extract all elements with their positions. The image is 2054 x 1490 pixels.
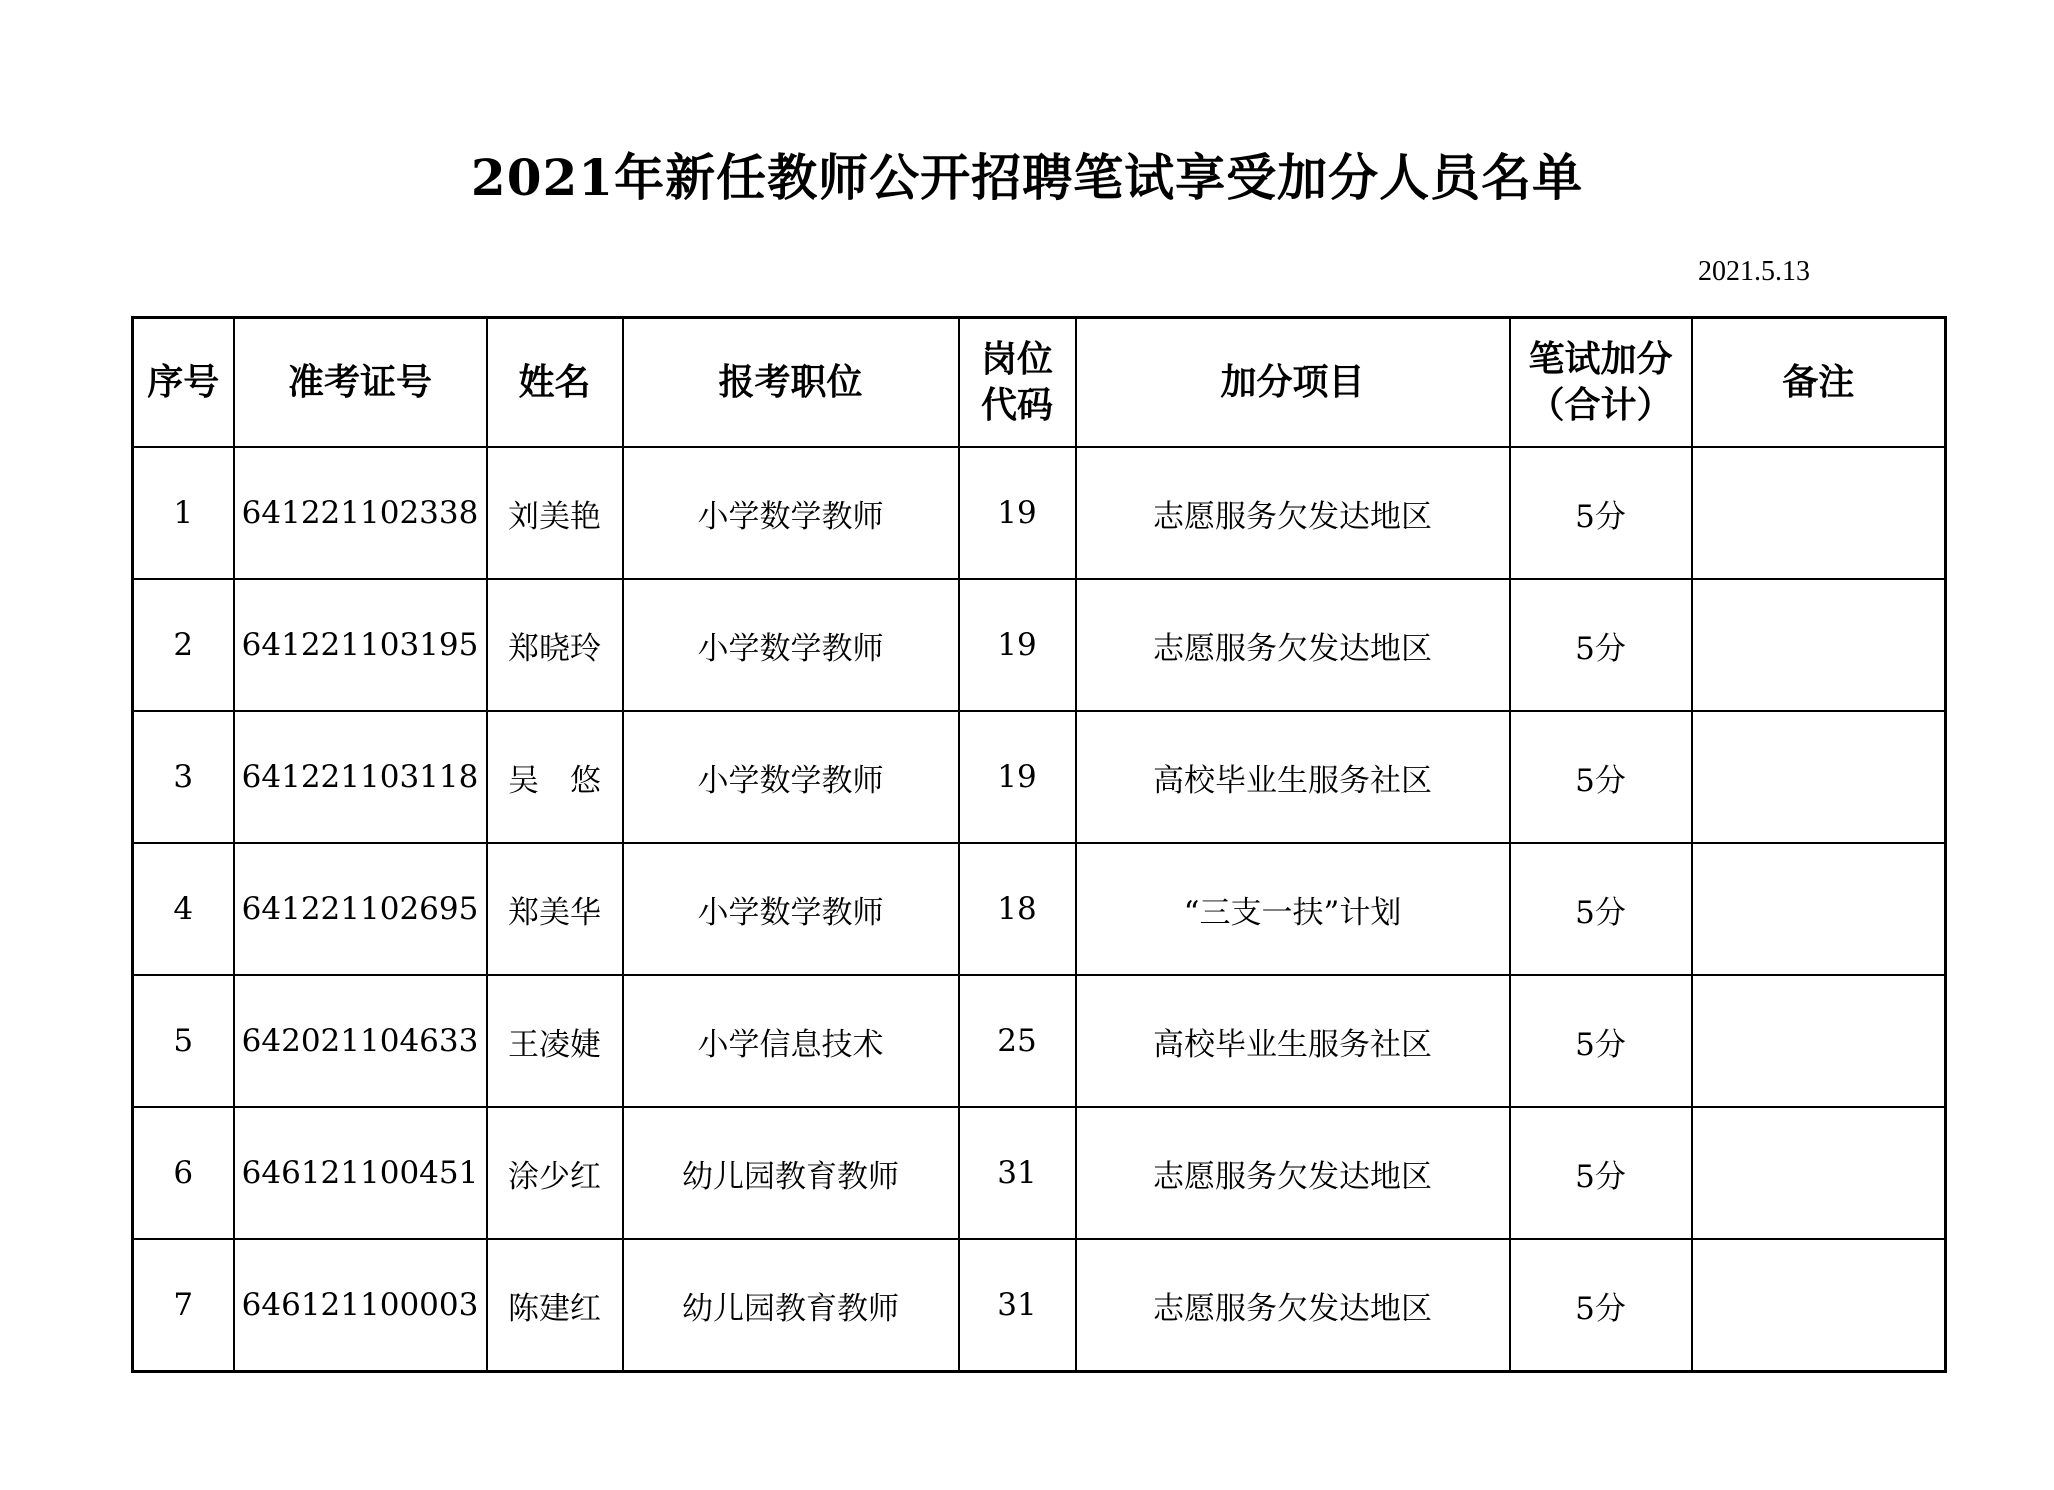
cell-bonus-item: 高校毕业生服务社区 <box>1076 711 1510 843</box>
cell-exam-id: 642021104633 <box>234 975 487 1107</box>
cell-bonus-item: 志愿服务欠发达地区 <box>1076 1239 1510 1372</box>
cell-post-code: 19 <box>959 447 1076 579</box>
cell-bonus-item: 志愿服务欠发达地区 <box>1076 579 1510 711</box>
header-exam-id: 准考证号 <box>234 318 487 448</box>
cell-remarks <box>1692 1107 1946 1239</box>
table-row <box>133 711 1946 843</box>
cell-exam-id: 641221103195 <box>234 579 487 711</box>
cell-position: 幼儿园教育教师 <box>623 1239 959 1372</box>
cell-remarks <box>1692 975 1946 1107</box>
cell-post-code: 18 <box>959 843 1076 975</box>
header-remarks: 备注 <box>1692 318 1946 448</box>
cell-bonus-item: “三支一扶”计划 <box>1076 843 1510 975</box>
cell-remarks <box>1692 711 1946 843</box>
cell-score: 5分 <box>1510 1107 1692 1239</box>
cell-seq: 1 <box>133 447 234 579</box>
cell-name: 王凌婕 <box>487 975 623 1107</box>
cell-remarks <box>1692 1239 1946 1372</box>
cell-name: 陈建红 <box>487 1239 623 1372</box>
cell-post-code: 25 <box>959 975 1076 1107</box>
table-row <box>133 843 1946 975</box>
cell-remarks <box>1692 447 1946 579</box>
cell-seq: 5 <box>133 975 234 1107</box>
cell-score: 5分 <box>1510 711 1692 843</box>
cell-score: 5分 <box>1510 447 1692 579</box>
cell-remarks <box>1692 579 1946 711</box>
document-date: 2021.5.13 <box>1698 256 1810 287</box>
header-position: 报考职位 <box>623 318 959 448</box>
header-score <box>1510 318 1692 448</box>
cell-seq: 6 <box>133 1107 234 1239</box>
cell-post-code: 19 <box>959 579 1076 711</box>
cell-exam-id: 646121100003 <box>234 1239 487 1372</box>
cell-post-code: 31 <box>959 1107 1076 1239</box>
header-name: 姓名 <box>487 318 623 448</box>
cell-exam-id: 641221103118 <box>234 711 487 843</box>
header-score-line2: （合计） <box>1528 384 1673 426</box>
cell-bonus-item: 志愿服务欠发达地区 <box>1076 1107 1510 1239</box>
table-row <box>133 1239 1946 1372</box>
cell-bonus-item: 高校毕业生服务社区 <box>1076 975 1510 1107</box>
cell-exam-id: 646121100451 <box>234 1107 487 1239</box>
cell-position: 小学数学教师 <box>623 447 959 579</box>
cell-position: 小学数学教师 <box>623 579 959 711</box>
cell-score: 5分 <box>1510 975 1692 1107</box>
header-bonus-item: 加分项目 <box>1076 318 1510 448</box>
cell-name: 郑美华 <box>487 843 623 975</box>
cell-score: 5分 <box>1510 1239 1692 1372</box>
cell-post-code: 19 <box>959 711 1076 843</box>
cell-score: 5分 <box>1510 579 1692 711</box>
cell-position: 小学数学教师 <box>623 711 959 843</box>
cell-name: 刘美艳 <box>487 447 623 579</box>
page-title: 2021年新任教师公开招聘笔试享受加分人员名单 <box>470 148 1584 207</box>
header-score-line1: 笔试加分 <box>1528 338 1673 380</box>
cell-post-code: 31 <box>959 1239 1076 1372</box>
header-post-code-line1: 岗位 <box>980 338 1053 380</box>
cell-exam-id: 641221102695 <box>234 843 487 975</box>
cell-seq: 7 <box>133 1239 234 1372</box>
cell-score: 5分 <box>1510 843 1692 975</box>
cell-position: 小学信息技术 <box>623 975 959 1107</box>
header-post-code-line2: 代码 <box>980 384 1053 426</box>
cell-exam-id: 641221102338 <box>234 447 487 579</box>
table-row <box>133 579 1946 711</box>
cell-position: 小学数学教师 <box>623 843 959 975</box>
cell-position: 幼儿园教育教师 <box>623 1107 959 1239</box>
table-row <box>133 1107 1946 1239</box>
cell-remarks <box>1692 843 1946 975</box>
header-post-code <box>959 318 1076 448</box>
cell-seq: 2 <box>133 579 234 711</box>
cell-seq: 3 <box>133 711 234 843</box>
table-row <box>133 447 1946 579</box>
cell-name: 涂少红 <box>487 1107 623 1239</box>
cell-seq: 4 <box>133 843 234 975</box>
cell-name: 吴 悠 <box>487 711 623 843</box>
cell-bonus-item: 志愿服务欠发达地区 <box>1076 447 1510 579</box>
header-seq: 序号 <box>133 318 234 448</box>
bonus-roster-table <box>131 316 1947 1373</box>
header-row <box>133 318 1946 448</box>
table-row <box>133 975 1946 1107</box>
cell-name: 郑晓玲 <box>487 579 623 711</box>
